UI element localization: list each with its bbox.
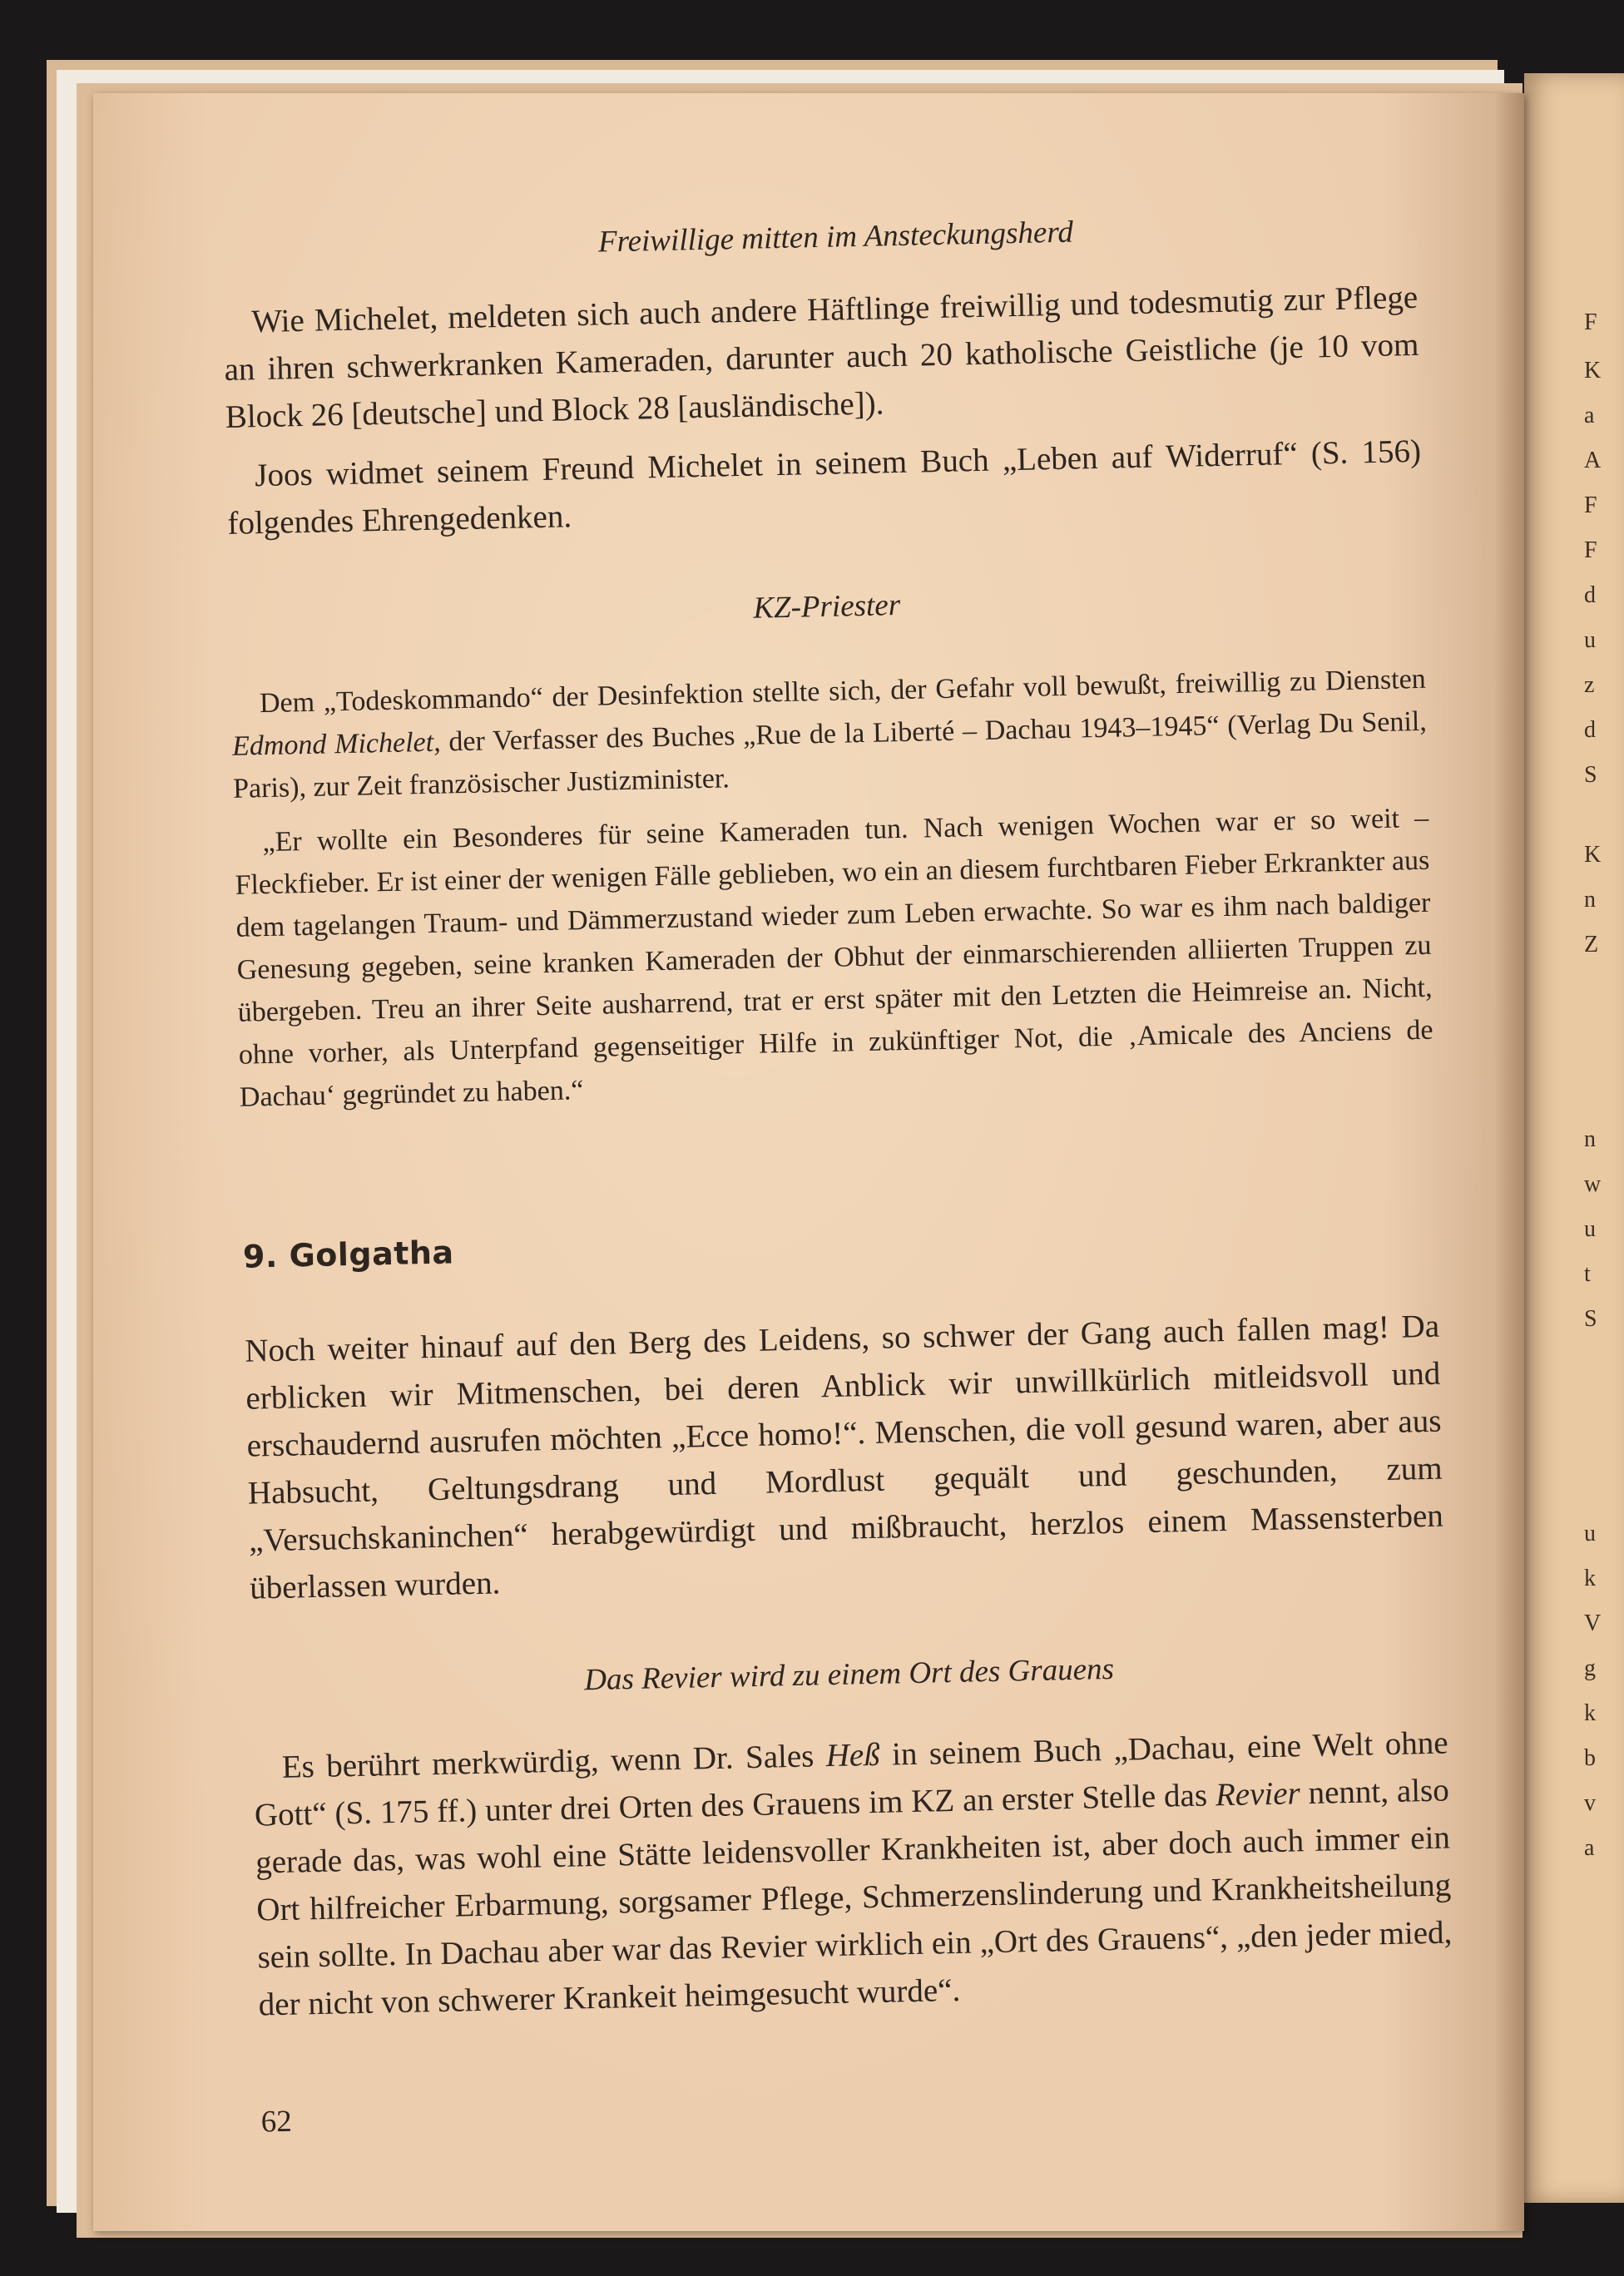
adjacent-letter: Z <box>1584 932 1599 957</box>
adjacent-letter: K <box>1584 358 1602 383</box>
adjacent-letter: b <box>1584 1745 1596 1771</box>
revier-text: Es berührt merkwürdig, wenn Dr. Sales <box>281 1738 827 1785</box>
adjacent-letter: u <box>1584 1216 1596 1242</box>
adjacent-letter: A <box>1584 448 1602 473</box>
revier-text: in seinem Buch „Dachau, eine Welt ohne Gott“ (S. 175 ff.) unter drei Orten des Grauens im KZ an erster Stelle das <box>254 1724 1448 1833</box>
page-content <box>221 201 1456 2146</box>
adjacent-letter: z <box>1584 672 1595 698</box>
revier-word: Revier <box>1215 1775 1301 1813</box>
paragraph-joos: Joos widmet seinem Freund Michelet in seinem Buch „Leben auf Widerruf“ (S. 156) folgendes Ehrengedenken. <box>227 433 1422 542</box>
tribute-name-michelet: Edmond Michelet, <box>231 726 441 762</box>
adjacent-letter: K <box>1584 842 1602 868</box>
page-number: 62 <box>260 2104 293 2140</box>
adjacent-letter: V <box>1584 1611 1602 1636</box>
adjacent-letter: F <box>1584 492 1597 518</box>
adjacent-letter: u <box>1584 627 1596 653</box>
revier-text: nennt, also gerade das, was wohl eine Stätte leidensvoller Krankheiten ist, aber doch auch immer ein Ort hilfreicher Erbarmung, sorgsamer Pflege, Schmerzenslinderung und Krankheitsheilung sein sollte. In Dachau aber war das Revier wirklich ein „Ort des Grauens“, „den jeder mied, der nicht von schwerer Krankeit heimgesucht wurde“. <box>255 1772 1453 2023</box>
adjacent-letter: k <box>1584 1566 1596 1591</box>
tribute-paragraph-2: „Er wollte ein Besonderes für seine Kameraden tun. Nach wenigen Wochen war er so weit – Fleckfieber. Er ist einer der wenigen Fälle geblieben, wo ein an diesem furchtbaren Fieber Erkrankter aus dem tagelangen Traum- und Dämmerzustand wieder zum Leben erwachte. So war es ihm nach baldiger Genesung gegeben, seine kranken Kameraden der Obhut der einmarschierenden alliierten Truppen zu übergeben. Treu an ihrer Seite ausharrend, trat er erst später mit den Letzten die Heimreise an. Nicht, ohne vorher, als Unterpfand gegenseitiger Hilfe in zukünftiger Not, die ‚Amicale des Anciens de Dachau‘ gegründet zu haben.“ <box>235 802 1433 1113</box>
adjacent-letter: S <box>1584 1306 1597 1332</box>
adjacent-letter: n <box>1584 1126 1596 1152</box>
adjacent-letter: d <box>1584 582 1596 608</box>
adjacent-letter: n <box>1584 887 1596 913</box>
adjacent-letter: v <box>1584 1790 1596 1816</box>
paragraph-volunteers: Wie Michelet, meldeten sich auch andere Häftlinge freiwillig und todesmutig zur Pflege an ihren schwerkranken Kameraden, darunter auch 20 katholische Geistliche (je 10 vom Block 26 [deutsche] und Block 28 [ausländische]). <box>224 279 1419 435</box>
adjacent-letter: a <box>1584 403 1595 428</box>
adjacent-letter: g <box>1584 1655 1596 1681</box>
adjacent-letter: S <box>1584 762 1597 788</box>
adjacent-letter: k <box>1584 1700 1596 1726</box>
subheading-revier: Das Revier wird zu einem Ort des Grauens <box>583 1651 1115 1698</box>
adjacent-letter: F <box>1584 537 1597 563</box>
tribute-paragraph-1 <box>230 658 1428 810</box>
adjacent-letter: d <box>1584 717 1596 743</box>
adjacent-letter: t <box>1584 1261 1591 1287</box>
paragraph-golgatha: Noch weiter hinauf auf den Berg des Leidens, so schwer der Gang auch fallen mag! Da erblicken wir Mitmenschen, bei deren Anblick wir unwillkürlich mitleidsvoll und erschaudernd ausrufen möchten „Ecce homo!“. Menschen, die voll gesund waren, aber aus Habsucht, Geltungsdrang und Mordlust gequält und geschunden, zum „Versuchskaninchen“ herabgewürdigt und mißbraucht, herzlos einem Massensterben überlassen wurden. <box>244 1308 1444 1606</box>
tribute-text: Dem „Todeskommando“ der Desinfektion stellte sich, der Gefahr voll bewußt, freiwillig zu Diensten <box>259 663 1427 720</box>
adjacent-page <box>1524 73 1624 2203</box>
adjacent-letter: F <box>1584 309 1597 335</box>
subheading-kz-priester: KZ-Priester <box>752 588 901 626</box>
running-head: Freiwillige mitten im Ansteckungsherd <box>597 215 1074 260</box>
adjacent-letter: w <box>1584 1171 1602 1197</box>
adjacent-letter: u <box>1584 1521 1596 1546</box>
paragraph-revier <box>253 1719 1453 2029</box>
section-title-golgatha: 9. Golgatha <box>242 1234 454 1275</box>
page-gutter-shadow <box>1494 93 1524 2231</box>
tribute-text: der Verfasser des Buches „Rue de la Liberté – Dachau 1943–1945“ (Verlag Du Senil, Paris), zur Zeit französischer Justizminister. <box>232 705 1428 804</box>
adjacent-letter: a <box>1584 1835 1595 1861</box>
revier-name-hess: Heß <box>825 1736 881 1774</box>
